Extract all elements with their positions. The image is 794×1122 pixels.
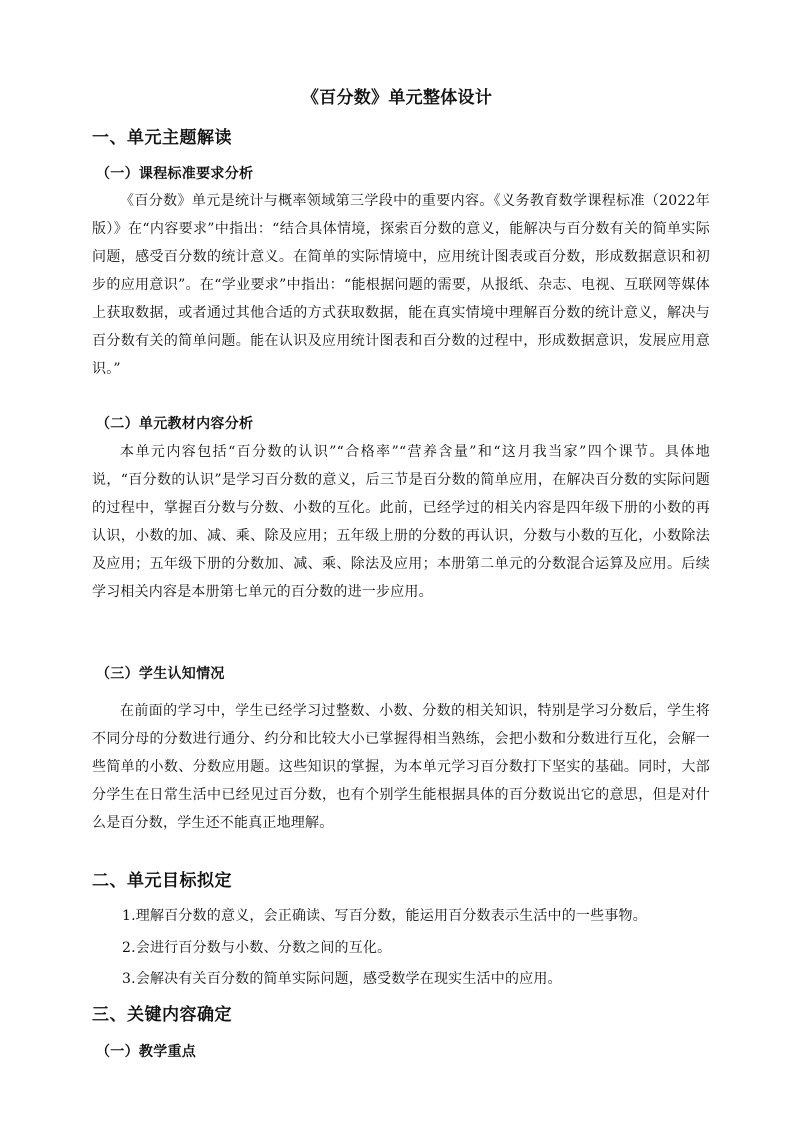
goal-item-1: 1.理解百分数的意义，会正确读、写百分数，能运用百分数表示生活中的一些事物。 [122, 908, 647, 924]
paragraph-textbook-content: 本单元内容包括“百分数的认识”“合格率”“营养含量”和“这月我当家”四个课节。具体地说，“百分数的认识”是学习百分数的意义，后三节是百分数的简单应用，在解决百分数的实际问题的过程中，掌握百分数与分数、小数的互化。此前，已经学过的相关内容是四年级下册的小数的再认识，小数的加、减、乘、除及应用；五年级上册的分数的再认识，分数与小数的互化，小数除法及应用；五年级下册的分数加、减、乘、除法及应用；本册第二单元的分数混合运算及应用。后续学习相关内容是本册第七单元的百分数的进一步应用。 [92, 444, 710, 600]
goal-item-2: 2.会进行百分数与小数、分数之间的互化。 [122, 940, 392, 956]
document-title: 《百分数》单元整体设计 [301, 88, 493, 108]
subheading-textbook-content: （二）单元教材内容分析 [96, 416, 254, 432]
section-heading-unit-goals: 二、单元目标拟定 [92, 871, 232, 891]
section-heading-key-content: 三、关键内容确定 [92, 1005, 232, 1025]
goal-item-3: 3.会解决有关百分数的简单实际问题，感受数学在现实生活中的应用。 [122, 971, 562, 987]
subheading-teaching-focus: （一）教学重点 [96, 1044, 197, 1060]
subheading-curriculum-standard: （一）课程标准要求分析 [96, 166, 254, 182]
section-heading-unit-theme: 一、单元主题解读 [92, 128, 232, 148]
paragraph-curriculum-standard: 《百分数》单元是统计与概率领域第三学段中的重要内容。《义务教育数学课程标准（2022年版）》在“内容要求”中指出：“结合具体情境，探索百分数的意义，能解决与百分数有关的简单实际问题，感受百分数的统计意义。在简单的实际情境中，应用统计图表或百分数，形成数据意识和初步的应用意识”。在“学业要求”中指出：“能根据问题的需要，从报纸、杂志、电视、互联网等媒体上获取数据，或者通过其他合适的方式获取数据，能在真实情境中理解百分数的统计意义，解决与百分数有关的简单问题。能在认识及应用统计图表和百分数的过程中，形成数据意识，发展应用意识。” [92, 193, 710, 377]
subheading-student-cognition: （三）学生认知情况 [96, 666, 225, 682]
paragraph-student-cognition: 在前面的学习中，学生已经学习过整数、小数、分数的相关知识，特别是学习分数后，学生将不同分母的分数进行通分、约分和比较大小已掌握得相当熟练，会把小数和分数进行互化，会解一些简单的小数、分数应用题。这些知识的掌握，为本单元学习百分数打下坚实的基础。同时，大部分学生在日常生活中已经见过百分数，也有个别学生能根据具体的百分数说出它的意思，但是对什么是百分数，学生还不能真正地理解。 [92, 703, 710, 831]
